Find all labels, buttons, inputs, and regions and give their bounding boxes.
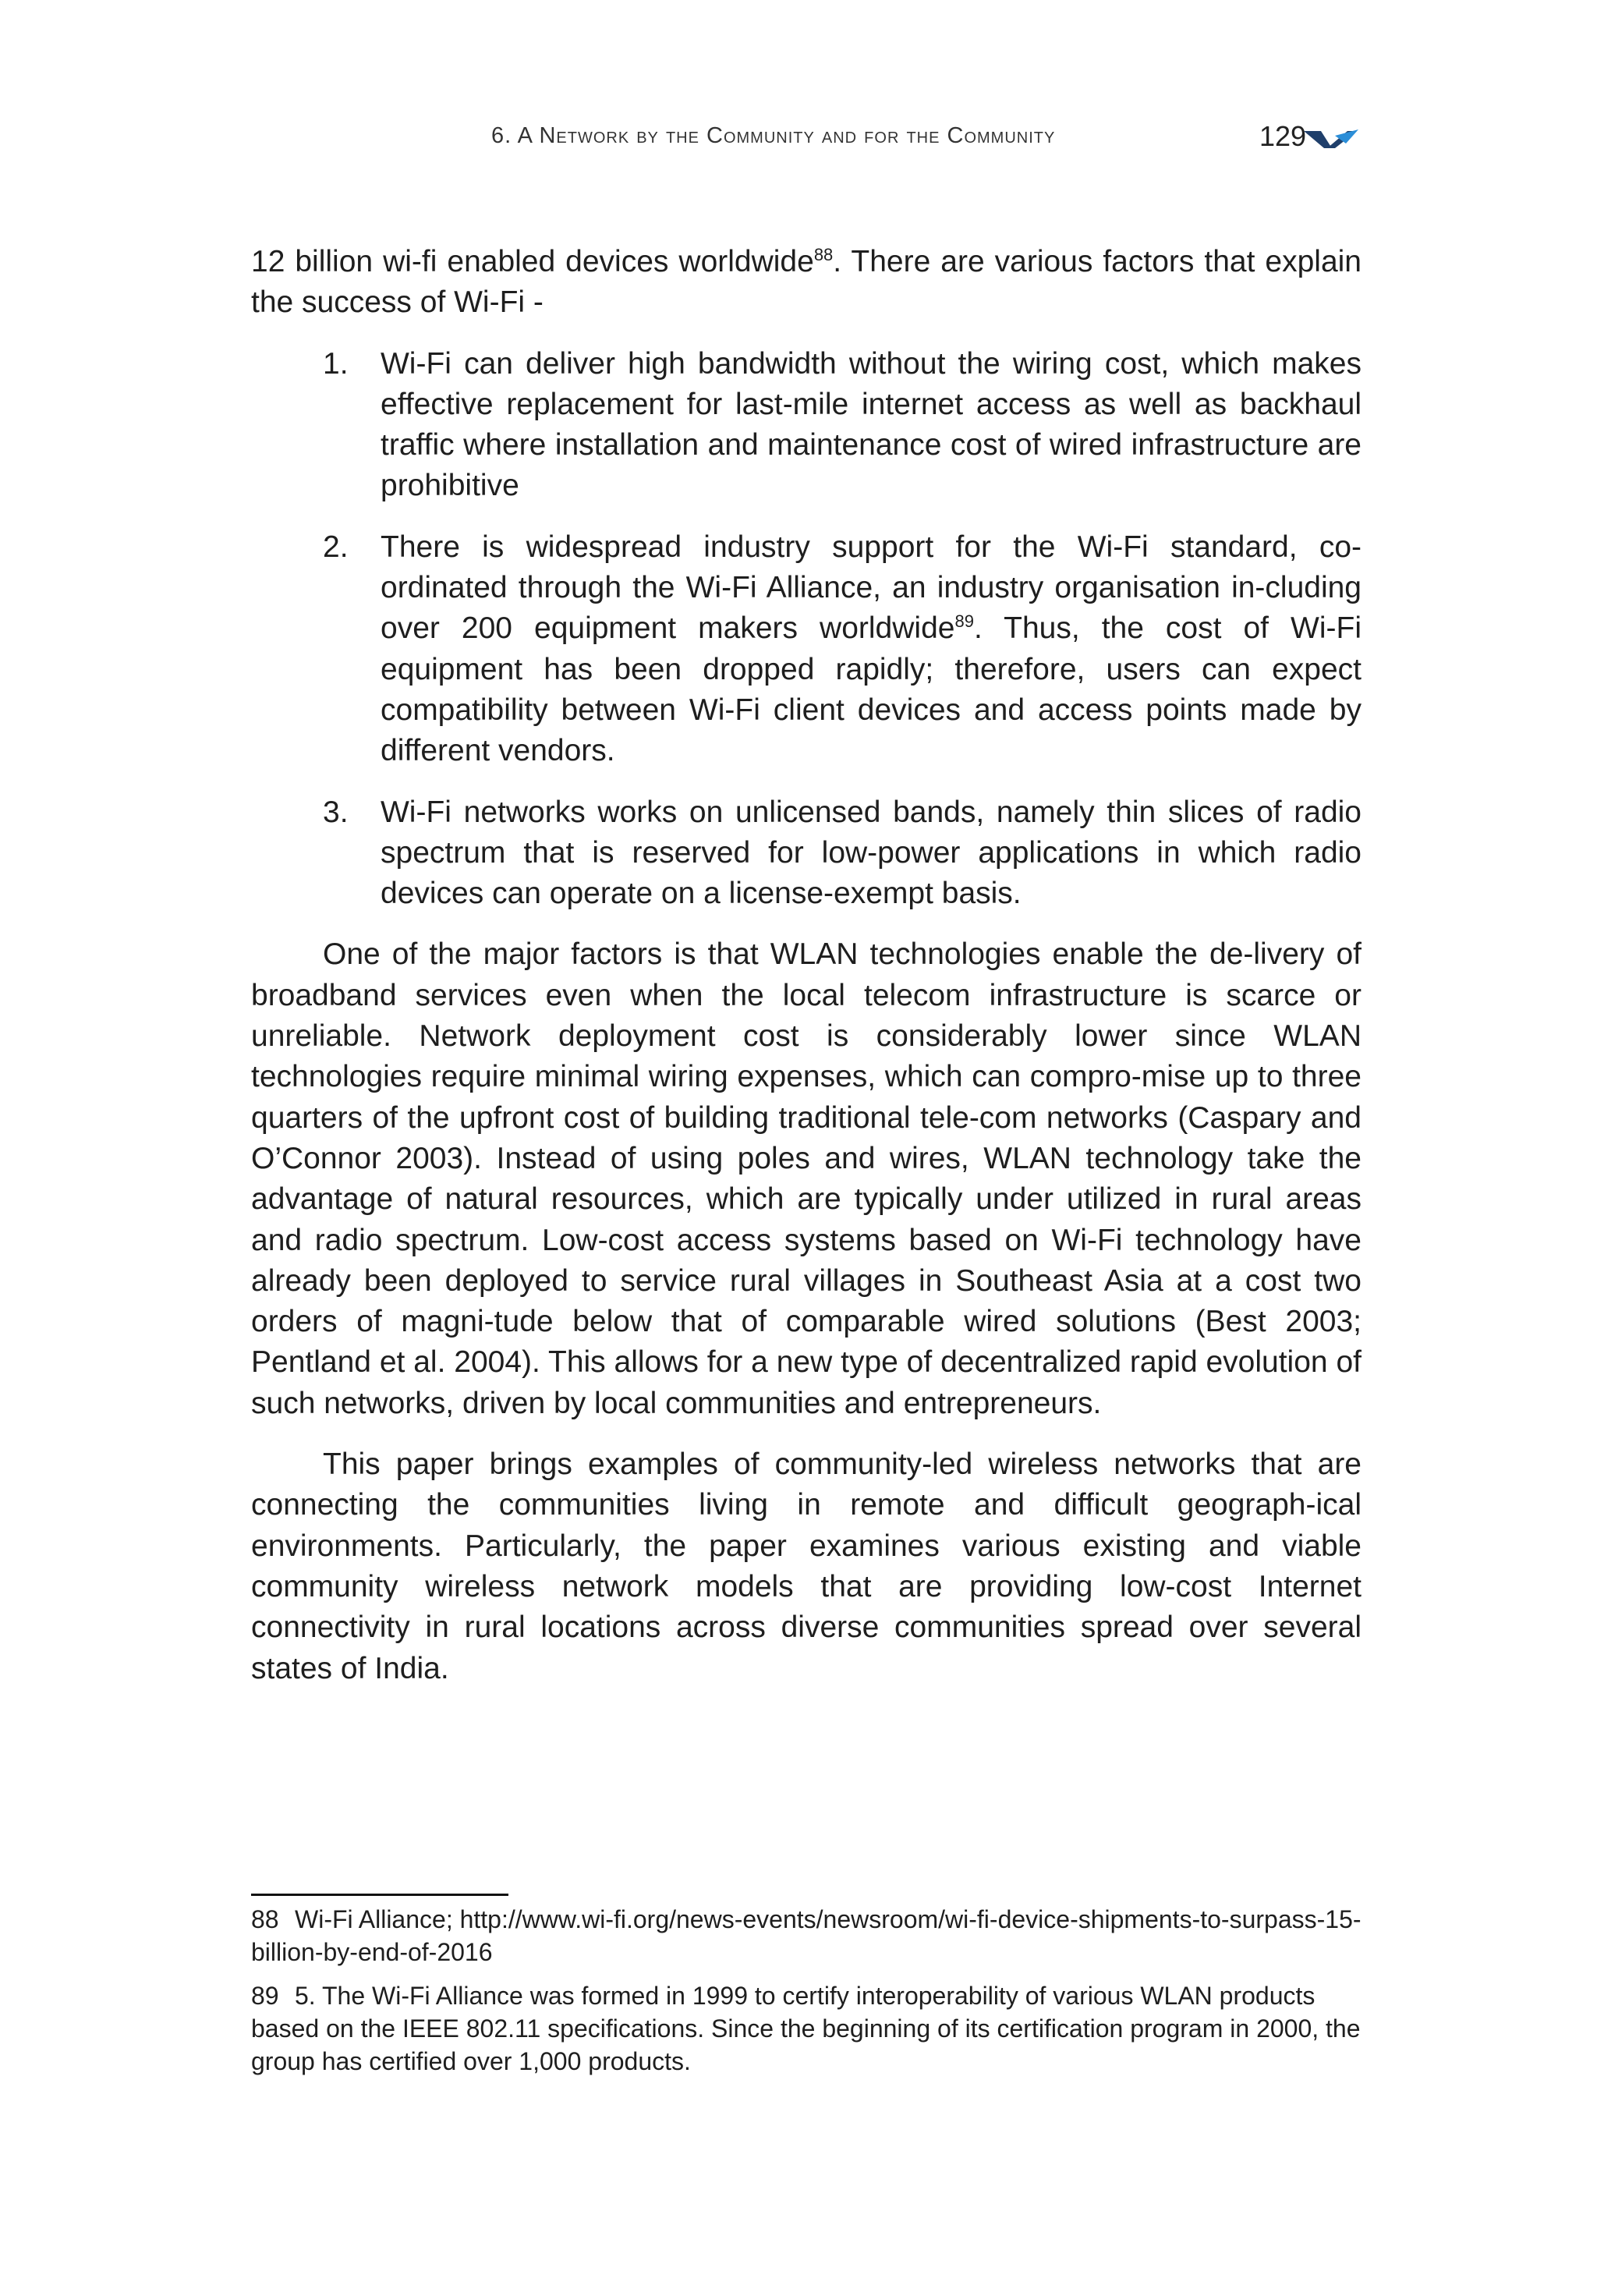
- publisher-logo-icon: [1304, 128, 1358, 151]
- intro-paragraph: [251, 242, 1362, 324]
- list-item-number: 2.: [323, 530, 349, 564]
- footnote-text: Wi-Fi Alliance; http://www.wi-fi.org/news-events/newsroom/wi-fi-device-shipments-to-surpass-15-billion-by-end-of-2016: [251, 1905, 1362, 1966]
- list-item: [251, 792, 1362, 915]
- footnote-divider: [251, 1894, 508, 1896]
- list-item-text: Wi-Fi can deliver high bandwidth without the wiring cost, which makes effective replacement for last-mile internet access as well as backhaul traffic where installation and maintenance cost of wired infrastructure are prohibitive: [381, 346, 1362, 503]
- footnote-88: [251, 1903, 1362, 1968]
- list-item-number: 3.: [323, 795, 349, 829]
- list-item-text: Wi-Fi networks works on unlicensed bands, namely thin slices of radio spectrum that is reserved for low-power applications in which radio devices can operate on a license-exempt basis.: [381, 795, 1362, 911]
- intro-text-a: 12 billion wi-fi enabled devices worldwide: [251, 245, 814, 278]
- body-paragraph-scope: This paper brings examples of community-led wireless networks that are connecting the communities living in remote and difficult geograph-ical environments. Particularly, the paper examines various existing and viable community wireless network models that are providing low-cost Internet connectivity in rural locations across diverse communities spread over several states of India.: [251, 1447, 1362, 1685]
- footnote-89: [251, 1979, 1362, 2078]
- list-item: [251, 527, 1362, 772]
- footnotes: [251, 1903, 1362, 2089]
- footnote-number: 88: [251, 1905, 279, 1933]
- footnote-ref-89: 89: [954, 611, 974, 632]
- footnote-number: 89: [251, 1982, 279, 2010]
- running-header: [491, 117, 1365, 164]
- list-item-number: 1.: [323, 346, 349, 381]
- success-factors-list: [251, 344, 1362, 915]
- chapter-title: 6. A Network by the Community and for the Community: [491, 123, 1056, 148]
- page-number: 129: [1259, 120, 1307, 152]
- list-item: [251, 344, 1362, 507]
- footnote-ref-88: 88: [813, 245, 834, 264]
- intro-text-b: . There are various factors that explain the success of Wi-Fi -: [251, 245, 1362, 320]
- list-item-text: There is widespread industry support for the Wi-Fi standard, co-ordinated through the Wi-Fi Alliance, an industry organisation in-cluding over 200 equipment makers worldwide: [381, 530, 1362, 646]
- list-item-text-cont: . Thus, the cost of Wi-Fi equipment has been dropped rapidly; therefore, users can expect compatibility between Wi-Fi client devices and access points made by different vendors.: [381, 611, 1362, 768]
- body-paragraph-wlan: One of the major factors is that WLAN technologies enable the de-livery of broadband services even when the local telecom infrastructure is scarce or unreliable. Network deployment cost is considerably lower since WLAN technologies require minimal wiring expenses, which can compro-mise up to three quarters of the upfront cost of building traditional tele-com networks (Caspary and O’Connor 2003). Instead of using poles and wires, WLAN technology take the advantage of natural resources, which are typically under utilized in rural areas and radio spectrum. Low-cost access systems based on Wi-Fi technology have already been deployed to service rural villages in Southeast Asia at a cost two orders of magni-tude below that of comparable wired solutions (Best 2003; Pentland et al. 2004). This allows for a new type of decentralized rapid evolution of such networks, driven by local communities and entrepreneurs.: [251, 937, 1362, 1420]
- footnote-text: 5. The Wi-Fi Alliance was formed in 1999 to certify interoperability of various WLAN products based on the IEEE 802.11 specifications. Since the beginning of its certification program in 2000, the group has certified over 1,000 products.: [251, 1982, 1361, 2075]
- main-body: [251, 242, 1362, 1710]
